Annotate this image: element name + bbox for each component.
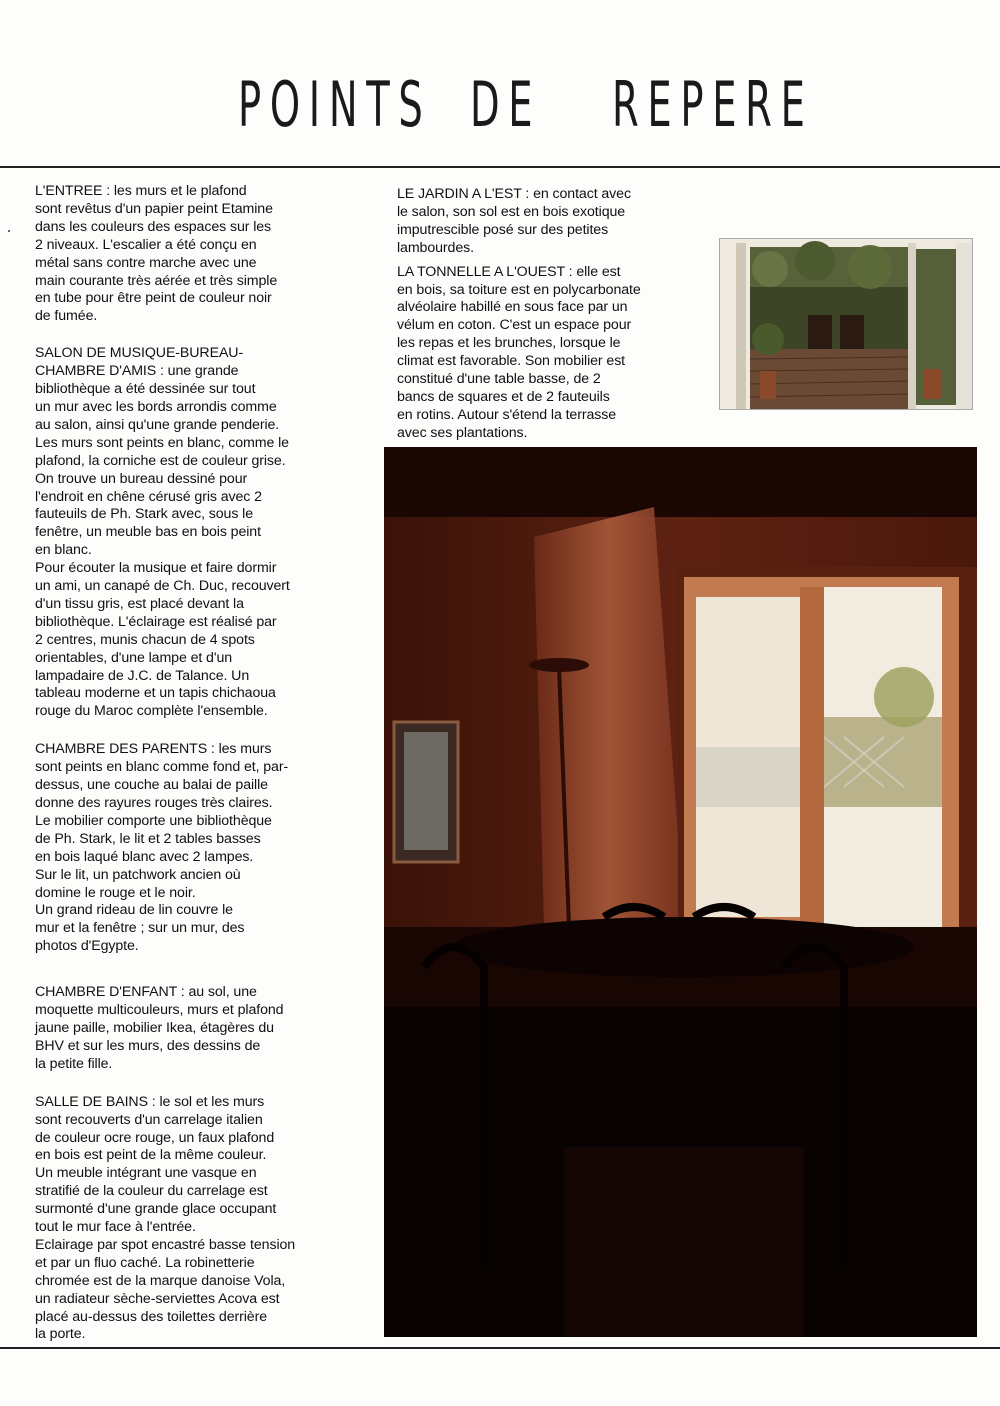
section-chambre-parents: CHAMBRE DES PARENTS : les murs sont peints en blanc comme fond et, par- dessus, une couche au balai de paille donne des rayures rouges très claires. Le mobilier comporte une bibliothèque de Ph. Stark, le lit et 2 tables basses en bois laqué blanc avec 2 lampes. Sur le lit, un patchwork ancien où domine le rouge et le noir. Un grand rideau de lin couvre le mur et la fenêtre ; sur un mur, des photos d'Egypte. <box>35 741 289 955</box>
title-word-de: DE <box>470 68 542 141</box>
title-word-points: POINTS <box>238 68 432 141</box>
margin-dot <box>8 230 10 232</box>
title-word-repere: REPERE <box>612 68 814 141</box>
top-rule <box>0 166 1000 168</box>
page-title <box>0 68 1000 148</box>
bottom-rule <box>0 1347 1000 1349</box>
section-jardin: LE JARDIN A L'EST : en contact avec le salon, son sol est en bois exotique imputrescible posé sur des petites lambourdes. <box>397 186 631 256</box>
section-tonnelle: LA TONNELLE A L'OUEST : elle est en bois, sa toiture est en polycarbonate alvéolaire habillé en sous face par un vélum en coton. C'est un espace pour les repas et les brunches, lorsque le climat est favorable. Son mobilier est constitué d'une table basse, de 2 bancs de squares et de 2 fauteuils en rotins. Autour s'étend la terrasse avec ses plantations. <box>397 263 641 441</box>
section-salle-de-bains: SALLE DE BAINS : le sol et les murs sont recouverts d'un carrelage italien de couleur ocre rouge, un faux plafond en bois est peint de la même couleur. Un meuble intégrant une vasque en stratifié de la couleur du carrelage est surmonté d'une grande glace occupant tout le mur face à l'entrée. Eclairage par spot encastré basse tension et par un fluo caché. La robinetterie chromée est de la marque danoise Vola, un radiateur sèche-serviettes Acova est placé au-dessus des toilettes derrière la porte. <box>35 1093 296 1343</box>
garden-photo <box>719 238 973 410</box>
section-salon-musique: SALON DE MUSIQUE-BUREAU- CHAMBRE D'AMIS : une grande bibliothèque a été dessinée sur tout un mur avec les bords arrondis comme au salon, ainsi qu'une grande penderie. Les murs sont peints en blanc, comme le plafond, la corniche est de couleur grise. On trouve un bureau dessiné pour l'endroit en chêne cérusé gris avec 2 fauteuils de Ph. Stark avec, sous le fenêtre, un meuble bas en bois peint en blanc. Pour écouter la musique et faire dormir un ami, un canapé de Ch. Duc, recouvert d'un tissu gris, est placé devant la bibliothèque. L'éclairage est réalisé par 2 centres, munis chacun de 4 spots orientables, d'une lampe et d'un lampadaire de J.C. de Talance. Un tableau moderne et un tapis chichaoua rouge du Maroc complète l'ensemble. <box>35 345 290 720</box>
right-column <box>397 186 697 443</box>
section-entree: L'ENTREE : les murs et le plafond sont revêtus d'un papier peint Etamine dans les couleurs des espaces sur les 2 niveaux. L'escalier a été conçu en métal sans contre marche avec une main courante très aérée et très simple en tube pour être peint de couleur noir de fumée. <box>35 183 278 325</box>
left-column <box>35 183 375 1344</box>
section-chambre-enfant: CHAMBRE D'ENFANT : au sol, une moquette multicouleurs, murs et plafond jaune paille, mobilier Ikea, étagères du BHV et sur les murs, des dessins de la petite fille. <box>35 984 284 1072</box>
dining-room-photo <box>384 447 977 1337</box>
